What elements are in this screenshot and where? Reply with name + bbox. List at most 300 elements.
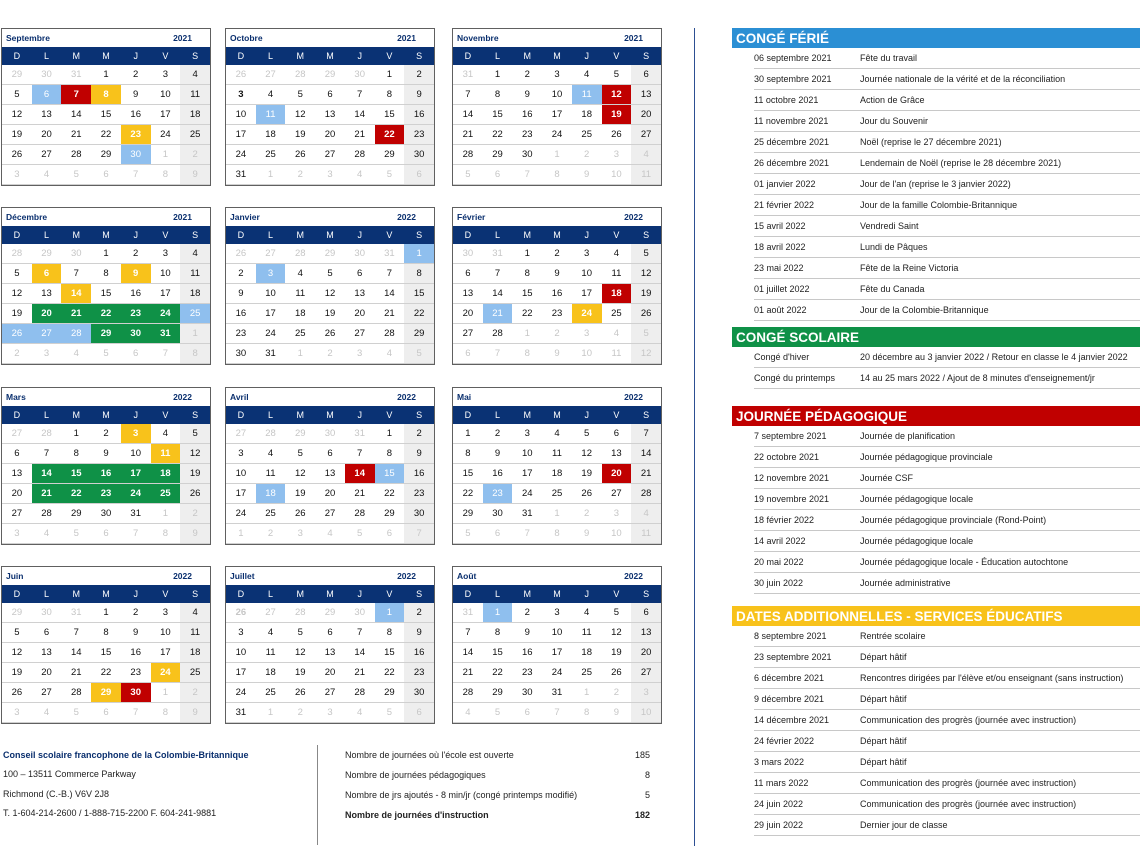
day-cell: 20 <box>631 105 661 125</box>
month-year: 2022 <box>624 212 643 222</box>
stat-value: 182 <box>634 810 650 820</box>
day-cell: 4 <box>315 524 345 544</box>
week-row <box>226 643 434 663</box>
day-cell: 3 <box>572 324 602 344</box>
day-cell: 29 <box>91 145 121 165</box>
weekday-label: S <box>643 410 650 420</box>
day-cell: 25 <box>602 304 632 324</box>
weekday-label: L <box>44 230 50 240</box>
legend-date: 22 octobre 2021 <box>754 452 820 462</box>
day-cell: 8 <box>453 444 483 464</box>
day-cell: 13 <box>32 284 62 304</box>
legend-row <box>754 216 1140 237</box>
day-cell: 1 <box>483 65 513 85</box>
month-calendar <box>452 387 662 545</box>
legend-row <box>754 279 1140 300</box>
weekday-header <box>226 47 434 65</box>
day-cell: 20 <box>345 304 375 324</box>
month-name: Août <box>457 571 477 581</box>
legend-row <box>754 773 1140 794</box>
legend-date: 11 octobre 2021 <box>754 95 819 105</box>
day-cell: 6 <box>91 524 121 544</box>
day-cell: 21 <box>345 125 375 145</box>
day-cell: 29 <box>315 244 345 264</box>
day-cell: 29 <box>285 424 315 444</box>
day-cell: 21 <box>345 484 375 504</box>
day-cell: 30 <box>404 145 434 165</box>
week-row <box>226 484 434 504</box>
day-cell: 29 <box>315 65 345 85</box>
day-cell: 7 <box>32 444 62 464</box>
day-cell: 18 <box>256 125 286 145</box>
legend-row <box>754 573 1140 594</box>
day-cell: 8 <box>61 444 91 464</box>
day-cell: 3 <box>151 603 181 623</box>
day-cell: 16 <box>404 464 434 484</box>
legend-row <box>754 300 1140 321</box>
month-name: Février <box>457 212 486 222</box>
day-cell: 6 <box>453 344 483 364</box>
day-cell: 6 <box>32 85 62 105</box>
footer-divider <box>317 745 318 845</box>
day-cell: 17 <box>512 464 542 484</box>
day-cell: 15 <box>91 643 121 663</box>
weekday-label: D <box>13 410 21 420</box>
legend-description: 20 décembre au 3 janvier 2022 / Retour en classe le 4 janvier 2022 <box>860 352 1128 362</box>
day-cell: 20 <box>2 484 32 504</box>
day-cell: 23 <box>121 304 151 324</box>
day-cell: 24 <box>121 484 151 504</box>
day-cell: 2 <box>121 65 151 85</box>
month-header <box>226 388 434 406</box>
day-cell: 26 <box>226 244 256 264</box>
day-cell: 25 <box>572 663 602 683</box>
legend-description: Journée pédagogique provinciale <box>860 452 993 462</box>
weekday-header <box>453 585 661 603</box>
day-cell: 22 <box>483 663 513 683</box>
day-cell: 13 <box>315 643 345 663</box>
day-cell: 27 <box>345 324 375 344</box>
phone-fax: T. 1-604-214-2600 / 1-888-715-2200 F. 604-241-9881 <box>3 808 217 819</box>
day-cell: 2 <box>180 504 210 524</box>
month-header <box>226 29 434 47</box>
legend-date: 06 septembre 2021 <box>754 53 832 63</box>
day-cell: 27 <box>453 324 483 344</box>
month-header <box>226 567 434 585</box>
weekday-label: L <box>495 589 501 599</box>
weekday-label: M <box>72 51 81 61</box>
weekday-label: J <box>357 51 362 61</box>
day-cell: 4 <box>256 85 286 105</box>
day-cell: 5 <box>572 424 602 444</box>
day-cell: 6 <box>2 444 32 464</box>
day-cell: 15 <box>512 284 542 304</box>
day-cell: 3 <box>602 504 632 524</box>
legend-section <box>732 28 1140 321</box>
legend-date: 8 septembre 2021 <box>754 631 827 641</box>
stat-label: Nombre de journées pédagogiques <box>345 770 486 780</box>
day-cell: 9 <box>512 623 542 643</box>
day-cell: 23 <box>512 663 542 683</box>
day-cell: 30 <box>121 145 151 165</box>
week-row <box>453 444 661 464</box>
day-cell: 12 <box>631 344 661 364</box>
day-cell: 1 <box>91 603 121 623</box>
day-cell: 14 <box>345 643 375 663</box>
week-row <box>2 65 210 85</box>
day-cell: 3 <box>226 623 256 643</box>
day-cell: 24 <box>256 324 286 344</box>
weekday-label: S <box>643 51 650 61</box>
day-cell: 9 <box>180 703 210 723</box>
legend-description: Jour du Souvenir <box>860 116 929 126</box>
day-cell: 7 <box>512 165 542 185</box>
month-name: Juillet <box>230 571 255 581</box>
weekday-label: V <box>386 410 393 420</box>
day-cell: 2 <box>315 344 345 364</box>
day-cell: 6 <box>121 344 151 364</box>
day-cell: 16 <box>121 284 151 304</box>
day-cell: 15 <box>91 105 121 125</box>
week-row <box>453 643 661 663</box>
month-year: 2022 <box>397 392 416 402</box>
day-cell: 3 <box>631 683 661 703</box>
day-cell: 30 <box>404 504 434 524</box>
day-cell: 10 <box>151 623 181 643</box>
legend-description: Journée CSF <box>860 473 914 483</box>
legend-row <box>754 815 1140 836</box>
day-cell: 23 <box>483 484 513 504</box>
day-cell: 20 <box>32 125 62 145</box>
weekday-label: S <box>192 589 199 599</box>
day-cell: 15 <box>375 105 405 125</box>
weekday-label: V <box>613 230 620 240</box>
legend-description: Vendredi Saint <box>860 221 919 231</box>
day-cell: 5 <box>285 623 315 643</box>
day-cell: 20 <box>32 663 62 683</box>
weekday-label: M <box>102 589 110 599</box>
legend-description: Lendemain de Noël (reprise le 28 décembre 2021) <box>860 158 1062 168</box>
day-cell: 23 <box>226 324 256 344</box>
organization-name: Conseil scolaire francophone de la Colombie-Britannique <box>3 749 249 760</box>
day-cell: 5 <box>631 244 661 264</box>
week-row <box>2 703 210 723</box>
legend-row <box>754 426 1140 447</box>
day-cell: 28 <box>32 424 62 444</box>
month-name: Septembre <box>6 33 50 43</box>
day-cell: 29 <box>315 603 345 623</box>
day-cell: 4 <box>542 424 572 444</box>
day-cell: 26 <box>285 683 315 703</box>
stat-value: 185 <box>634 750 650 760</box>
month-header <box>2 29 210 47</box>
day-cell: 2 <box>256 524 286 544</box>
weekday-label: M <box>296 51 305 61</box>
day-cell: 2 <box>121 603 151 623</box>
day-cell: 15 <box>375 464 405 484</box>
day-cell: 8 <box>91 264 121 284</box>
week-row <box>226 105 434 125</box>
day-cell: 4 <box>32 165 62 185</box>
day-cell: 28 <box>285 244 315 264</box>
day-cell: 27 <box>32 683 62 703</box>
legend-description: Départ hâtif <box>860 757 907 767</box>
day-cell: 1 <box>375 65 405 85</box>
day-cell: 3 <box>2 524 32 544</box>
day-cell: 4 <box>285 264 315 284</box>
stat-row <box>345 765 650 785</box>
month-calendar <box>452 207 662 365</box>
legend-description: Fête du travail <box>860 53 918 63</box>
week-row <box>453 65 661 85</box>
day-cell: 6 <box>404 703 434 723</box>
legend-row <box>754 752 1140 773</box>
legend-description: Rencontres dirigées par l'élève et/ou enseignant (sans instruction) <box>860 673 1124 683</box>
day-cell: 6 <box>32 264 62 284</box>
day-cell: 29 <box>453 504 483 524</box>
day-cell: 24 <box>151 125 181 145</box>
day-cell: 3 <box>226 444 256 464</box>
day-cell: 14 <box>345 464 375 484</box>
month-header <box>453 388 661 406</box>
day-cell: 12 <box>572 444 602 464</box>
weekday-label: D <box>464 51 472 61</box>
day-cell: 24 <box>542 125 572 145</box>
day-cell: 17 <box>226 663 256 683</box>
day-cell: 4 <box>572 603 602 623</box>
day-cell: 4 <box>572 65 602 85</box>
day-cell: 12 <box>2 284 32 304</box>
day-cell: 21 <box>61 125 91 145</box>
weekday-label: M <box>553 230 561 240</box>
legend-description: Jour de l'an (reprise le 3 janvier 2022) <box>860 179 1011 189</box>
day-cell: 28 <box>453 683 483 703</box>
day-count-summary <box>345 745 650 825</box>
weekday-label: J <box>133 230 138 240</box>
day-cell: 5 <box>285 444 315 464</box>
weekday-label: S <box>643 589 650 599</box>
day-cell: 12 <box>285 643 315 663</box>
legend-date: 14 avril 2022 <box>754 536 806 546</box>
day-cell: 5 <box>483 703 513 723</box>
day-cell: 28 <box>483 324 513 344</box>
day-cell: 18 <box>180 105 210 125</box>
day-cell: 19 <box>631 284 661 304</box>
legend-date: 21 février 2022 <box>754 200 815 210</box>
day-cell: 31 <box>345 424 375 444</box>
weekday-label: M <box>523 230 532 240</box>
legend-section <box>732 327 1140 389</box>
day-cell: 22 <box>91 125 121 145</box>
day-cell: 10 <box>226 643 256 663</box>
day-cell: 28 <box>285 65 315 85</box>
weekday-label: M <box>326 410 334 420</box>
day-cell: 5 <box>375 165 405 185</box>
week-row <box>226 145 434 165</box>
day-cell: 7 <box>121 524 151 544</box>
weekday-label: M <box>553 410 561 420</box>
week-row <box>453 284 661 304</box>
day-cell: 7 <box>453 623 483 643</box>
day-cell: 27 <box>631 125 661 145</box>
day-cell: 24 <box>226 683 256 703</box>
weekday-label: M <box>326 589 334 599</box>
day-cell: 19 <box>602 643 632 663</box>
day-cell: 8 <box>404 264 434 284</box>
day-cell: 5 <box>631 324 661 344</box>
day-cell: 31 <box>226 165 256 185</box>
day-cell: 25 <box>180 304 210 324</box>
weekday-label: V <box>613 589 620 599</box>
day-cell: 5 <box>375 703 405 723</box>
legend-description: Journée pédagogique locale - Éducation autochtone <box>860 557 1069 567</box>
day-cell: 14 <box>375 284 405 304</box>
day-cell: 8 <box>572 703 602 723</box>
day-cell: 22 <box>512 304 542 324</box>
day-cell: 10 <box>542 85 572 105</box>
day-cell: 22 <box>375 125 405 145</box>
month-year: 2021 <box>624 33 643 43</box>
day-cell: 31 <box>453 65 483 85</box>
month-calendar <box>1 207 211 365</box>
day-cell: 9 <box>121 85 151 105</box>
weekday-label: D <box>13 589 21 599</box>
day-cell: 3 <box>2 703 32 723</box>
day-cell: 10 <box>151 85 181 105</box>
day-cell: 29 <box>91 683 121 703</box>
legend-row <box>754 647 1140 668</box>
day-cell: 9 <box>121 264 151 284</box>
week-row <box>2 125 210 145</box>
weekday-label: S <box>416 51 423 61</box>
week-row <box>453 344 661 364</box>
day-cell: 12 <box>602 85 632 105</box>
stat-label: Nombre de jrs ajoutés - 8 min/jr (congé printemps modifié) <box>345 790 578 800</box>
day-cell: 19 <box>315 304 345 324</box>
day-cell: 7 <box>121 703 151 723</box>
day-cell: 1 <box>542 504 572 524</box>
day-cell: 26 <box>315 324 345 344</box>
day-cell: 31 <box>61 603 91 623</box>
day-cell: 22 <box>483 125 513 145</box>
legend-row <box>754 489 1140 510</box>
day-cell: 5 <box>602 603 632 623</box>
legend-description: Journée de planification <box>860 431 956 441</box>
weekday-label: V <box>613 410 620 420</box>
week-row <box>2 105 210 125</box>
day-cell: 13 <box>32 643 62 663</box>
legend-row <box>754 710 1140 731</box>
day-cell: 5 <box>180 424 210 444</box>
day-cell: 11 <box>256 105 286 125</box>
day-cell: 13 <box>631 623 661 643</box>
weekday-header <box>226 406 434 424</box>
day-cell: 2 <box>285 165 315 185</box>
week-row <box>2 424 210 444</box>
day-cell: 22 <box>91 663 121 683</box>
day-cell: 1 <box>256 165 286 185</box>
day-cell: 16 <box>226 304 256 324</box>
day-cell: 9 <box>180 524 210 544</box>
day-cell: 29 <box>375 145 405 165</box>
legend-description: Communication des progrès (journée avec instruction) <box>860 799 1077 809</box>
day-cell: 1 <box>375 603 405 623</box>
day-cell: 29 <box>483 145 513 165</box>
week-row <box>226 304 434 324</box>
weekday-label: L <box>44 410 50 420</box>
week-row <box>226 444 434 464</box>
day-cell: 9 <box>572 524 602 544</box>
legend-description: Fête de la Reine Victoria <box>860 263 959 273</box>
legend-date: 01 janvier 2022 <box>754 179 816 189</box>
day-cell: 31 <box>61 65 91 85</box>
day-cell: 17 <box>226 125 256 145</box>
weekday-label: V <box>162 589 169 599</box>
day-cell: 28 <box>2 244 32 264</box>
month-header <box>226 208 434 226</box>
legend-date: 24 juin 2022 <box>754 799 804 809</box>
day-cell: 27 <box>602 484 632 504</box>
weekday-label: S <box>416 589 423 599</box>
week-row <box>2 444 210 464</box>
month-year: 2021 <box>397 33 416 43</box>
day-cell: 8 <box>375 444 405 464</box>
day-cell: 20 <box>631 643 661 663</box>
day-cell: 21 <box>483 304 513 324</box>
weekday-label: M <box>72 230 81 240</box>
week-row <box>453 145 661 165</box>
day-cell: 27 <box>256 244 286 264</box>
legend-date: 23 septembre 2021 <box>754 652 832 662</box>
day-cell: 12 <box>285 464 315 484</box>
month-name: Avril <box>230 392 249 402</box>
day-cell: 19 <box>180 464 210 484</box>
week-row <box>226 344 434 364</box>
day-cell: 14 <box>61 105 91 125</box>
month-year: 2022 <box>397 212 416 222</box>
legend-date: 9 décembre 2021 <box>754 694 825 704</box>
week-row <box>2 264 210 284</box>
day-cell: 8 <box>151 524 181 544</box>
month-name: Novembre <box>457 33 499 43</box>
month-header <box>453 208 661 226</box>
day-cell: 6 <box>453 264 483 284</box>
day-cell: 25 <box>151 484 181 504</box>
day-cell: 9 <box>404 623 434 643</box>
day-cell: 2 <box>285 703 315 723</box>
day-cell: 25 <box>572 125 602 145</box>
week-row <box>453 623 661 643</box>
day-cell: 11 <box>151 444 181 464</box>
day-cell: 27 <box>2 424 32 444</box>
day-cell: 20 <box>315 125 345 145</box>
weekday-label: M <box>102 51 110 61</box>
day-cell: 7 <box>483 264 513 284</box>
day-cell: 15 <box>483 643 513 663</box>
day-cell: 25 <box>285 324 315 344</box>
day-cell: 6 <box>91 165 121 185</box>
day-cell: 12 <box>2 105 32 125</box>
legend-date: 01 juillet 2022 <box>754 284 810 294</box>
day-cell: 9 <box>572 165 602 185</box>
day-cell: 9 <box>602 703 632 723</box>
day-cell: 10 <box>572 264 602 284</box>
day-cell: 2 <box>2 344 32 364</box>
day-cell: 4 <box>345 165 375 185</box>
legend-row <box>754 48 1140 69</box>
weekday-label: L <box>495 230 501 240</box>
day-cell: 26 <box>285 504 315 524</box>
